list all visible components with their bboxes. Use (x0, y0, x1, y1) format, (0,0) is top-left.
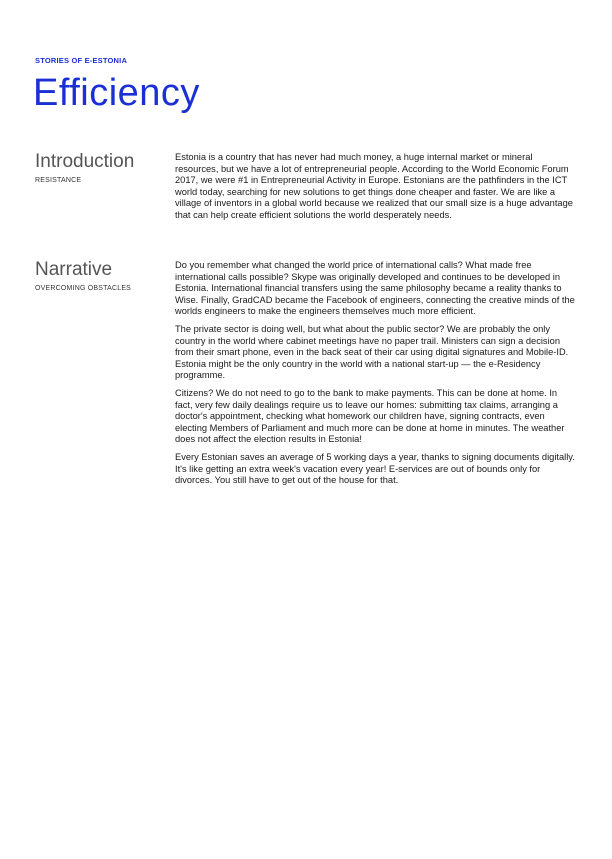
paragraph: The private sector is doing well, but what about the public sector? We are probably the only country in the world where cabinet meetings have no paper trail. Ministers can sign a decision from their smart phone, even in the back seat of their car using digital signatures and Mobile-ID. Estonia might be the only country in the world with a national start-up — the e-Residency programme. (175, 323, 569, 381)
paragraph: Citizens? We do not need to go to the bank to make payments. This can be done at home. In fact, very few daily dealings require us to leave our homes: submitting tax claims, arranging a doctor's appointment, checking what homework our children have, signing contracts, even electing Members of Parliament and much more can be done at home in minutes. The weather does not affect the election results in Estonia! (175, 387, 565, 445)
page-title: Efficiency (33, 72, 200, 114)
section-heading-narrative: Narrative (35, 259, 113, 280)
paragraph: Every Estonian saves an average of 5 working days a year, thanks to signing documents digitally. It's like getting an extra week's vacation every year! E-services are out of bounds only for divorces. You still have to get out of the house for that. (175, 451, 575, 486)
section-subheading-overcoming-obstacles: OVERCOMING OBSTACLES (35, 285, 132, 292)
paragraph: Estonia is a country that has never had much money, a huge internal market or mineral resources, but we have a lot of entrepreneurial people. According to the World Economic Forum 2017, we were #1 in Entrepreneurial Activity in Europe. Estonians are the pathfinders in the ICT world today, searching for new solutions to get things done cheaper and faster. We are like a village of inventors in a global world because we realized that our small size is a huge advantage that can help create efficient solutions the world desperately needs. (175, 152, 573, 220)
narrative-body (175, 260, 575, 493)
section-heading-introduction: Introduction (35, 151, 135, 172)
paragraph: Do you remember what changed the world price of international calls? What made free international calls possible? Skype was originally developed and continues to be developed in Estonia. International financial transfers using the same philosophy became a reality thanks to Wise. Finally, GradCAD became the Facebook of engineers, connecting the creative minds of the worlds engineers to make the engineers themselves much more efficient. (175, 260, 575, 317)
introduction-body (175, 152, 575, 228)
section-subheading-resistance: RESISTANCE (35, 177, 82, 184)
eyebrow-label: STORIES OF E-ESTONIA (35, 56, 128, 65)
